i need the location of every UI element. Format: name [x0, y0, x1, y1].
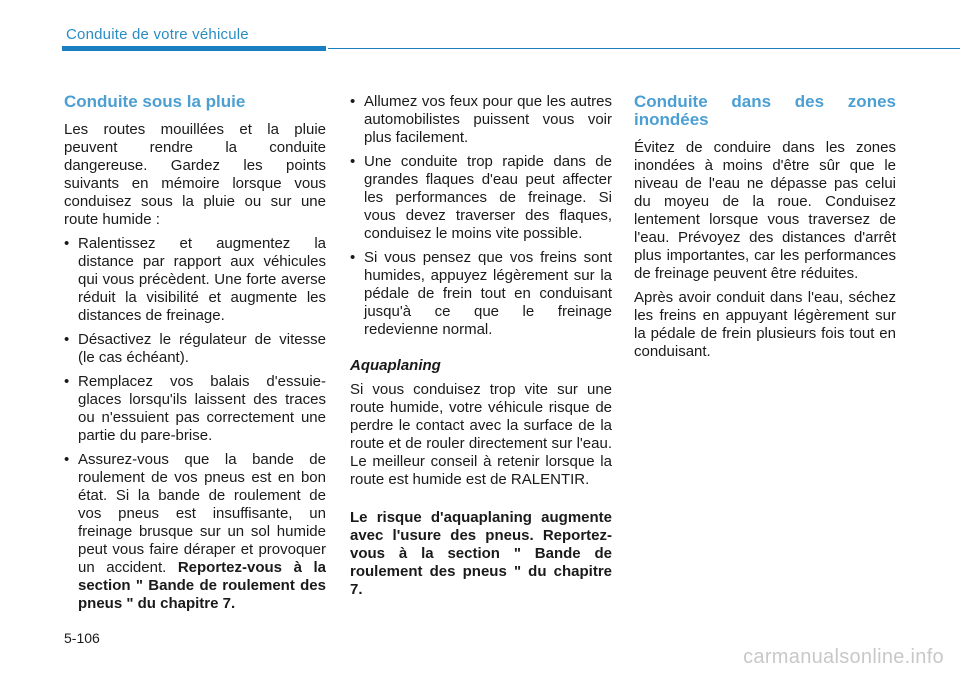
- list-item-bold-reference: Reportez-vous à la section " Bande de roulement des pneus " du chapitre 7.: [78, 559, 326, 612]
- heading-rain-driving: Conduite sous la pluie: [64, 92, 246, 111]
- aquaplaning-warning-paragraph: Le risque d'aquaplaning augmente avec l'usure des pneus. Reportez-vous à la section " Bande de roulement des pneus " du chapitre 7.: [350, 509, 612, 598]
- header-rule-thin: [328, 48, 960, 49]
- list-item: • Désactivez le régulateur de vitesse (le cas échéant).: [64, 331, 326, 367]
- rain-bullet-list: [64, 235, 326, 613]
- list-item: • Allumez vos feux pour que les autres automobilistes puissent vous voir plus facilement.: [350, 93, 612, 147]
- aquaplaning-paragraph: Si vous conduisez trop vite sur une route humide, votre véhicule risque de perdre le contact avec la surface de la route et de rouler directement sur l'eau. Le meilleur conseil à retenir lorsque la route est humide est de RALENTIR.: [350, 381, 612, 488]
- flooded-paragraph: Évitez de conduire dans les zones inondées à moins d'être sûr que le niveau de l'eau ne dépasse pas celui du moyeu de la roue. Conduisez lentement lorsque vous traversez de l'eau. Prévoyez des distances d'arrêt plus importantes, car les performances de freinage peuvent être réduites.: [634, 139, 896, 282]
- list-item: • Ralentissez et augmentez la distance par rapport aux véhicules qui vous précèdent. Une forte averse réduit la visibilité et augmente les distances de freinage.: [64, 235, 326, 325]
- watermark: carmanualsonline.info: [743, 646, 944, 668]
- list-item-text: Assurez-vous que la bande de roulement de vos pneus est en bon état. Si la bande de roulement de vos pneus est insuffisante, un freinage brusque sur un sol humide peut vous faire déraper et provoquer un accident.: [78, 451, 326, 576]
- page-number: 5-106: [64, 630, 100, 646]
- column-right: [634, 93, 896, 367]
- list-item: [64, 451, 326, 613]
- heading-flooded-areas: Conduite dans des zones inondées: [634, 92, 896, 129]
- header-rule-thick: [62, 46, 326, 51]
- flooded-paragraph: Après avoir conduit dans l'eau, séchez les freins en appuyant légèrement sur la pédale de frein plusieurs fois tout en conduisant.: [634, 289, 896, 360]
- section-header-title: Conduite de votre véhicule: [66, 26, 249, 43]
- list-item: • Si vous pensez que vos freins sont humides, appuyez légèrement sur la pédale de frein tout en conduisant jusqu'à ce que le freinage redevienne normal.: [350, 249, 612, 339]
- list-item: • Une conduite trop rapide dans de grandes flaques d'eau peut affecter les performances de freinage. Si vous devez traverser des flaques, conduisez le moins vite possible.: [350, 153, 612, 243]
- rain-bullet-list-continued: [350, 93, 612, 339]
- rain-intro-paragraph: Les routes mouillées et la pluie peuvent rendre la conduite dangereuse. Gardez les points suivants en mémoire lorsque vous conduisez sous la pluie ou sur une route humide :: [64, 121, 326, 228]
- list-item: • Remplacez vos balais d'essuie-glaces lorsqu'ils laissent des traces ou n'essuient pas correctement une partie du pare-brise.: [64, 373, 326, 445]
- column-middle: [350, 93, 612, 605]
- column-left: [64, 93, 326, 619]
- subheading-aquaplaning: Aquaplaning: [350, 357, 441, 374]
